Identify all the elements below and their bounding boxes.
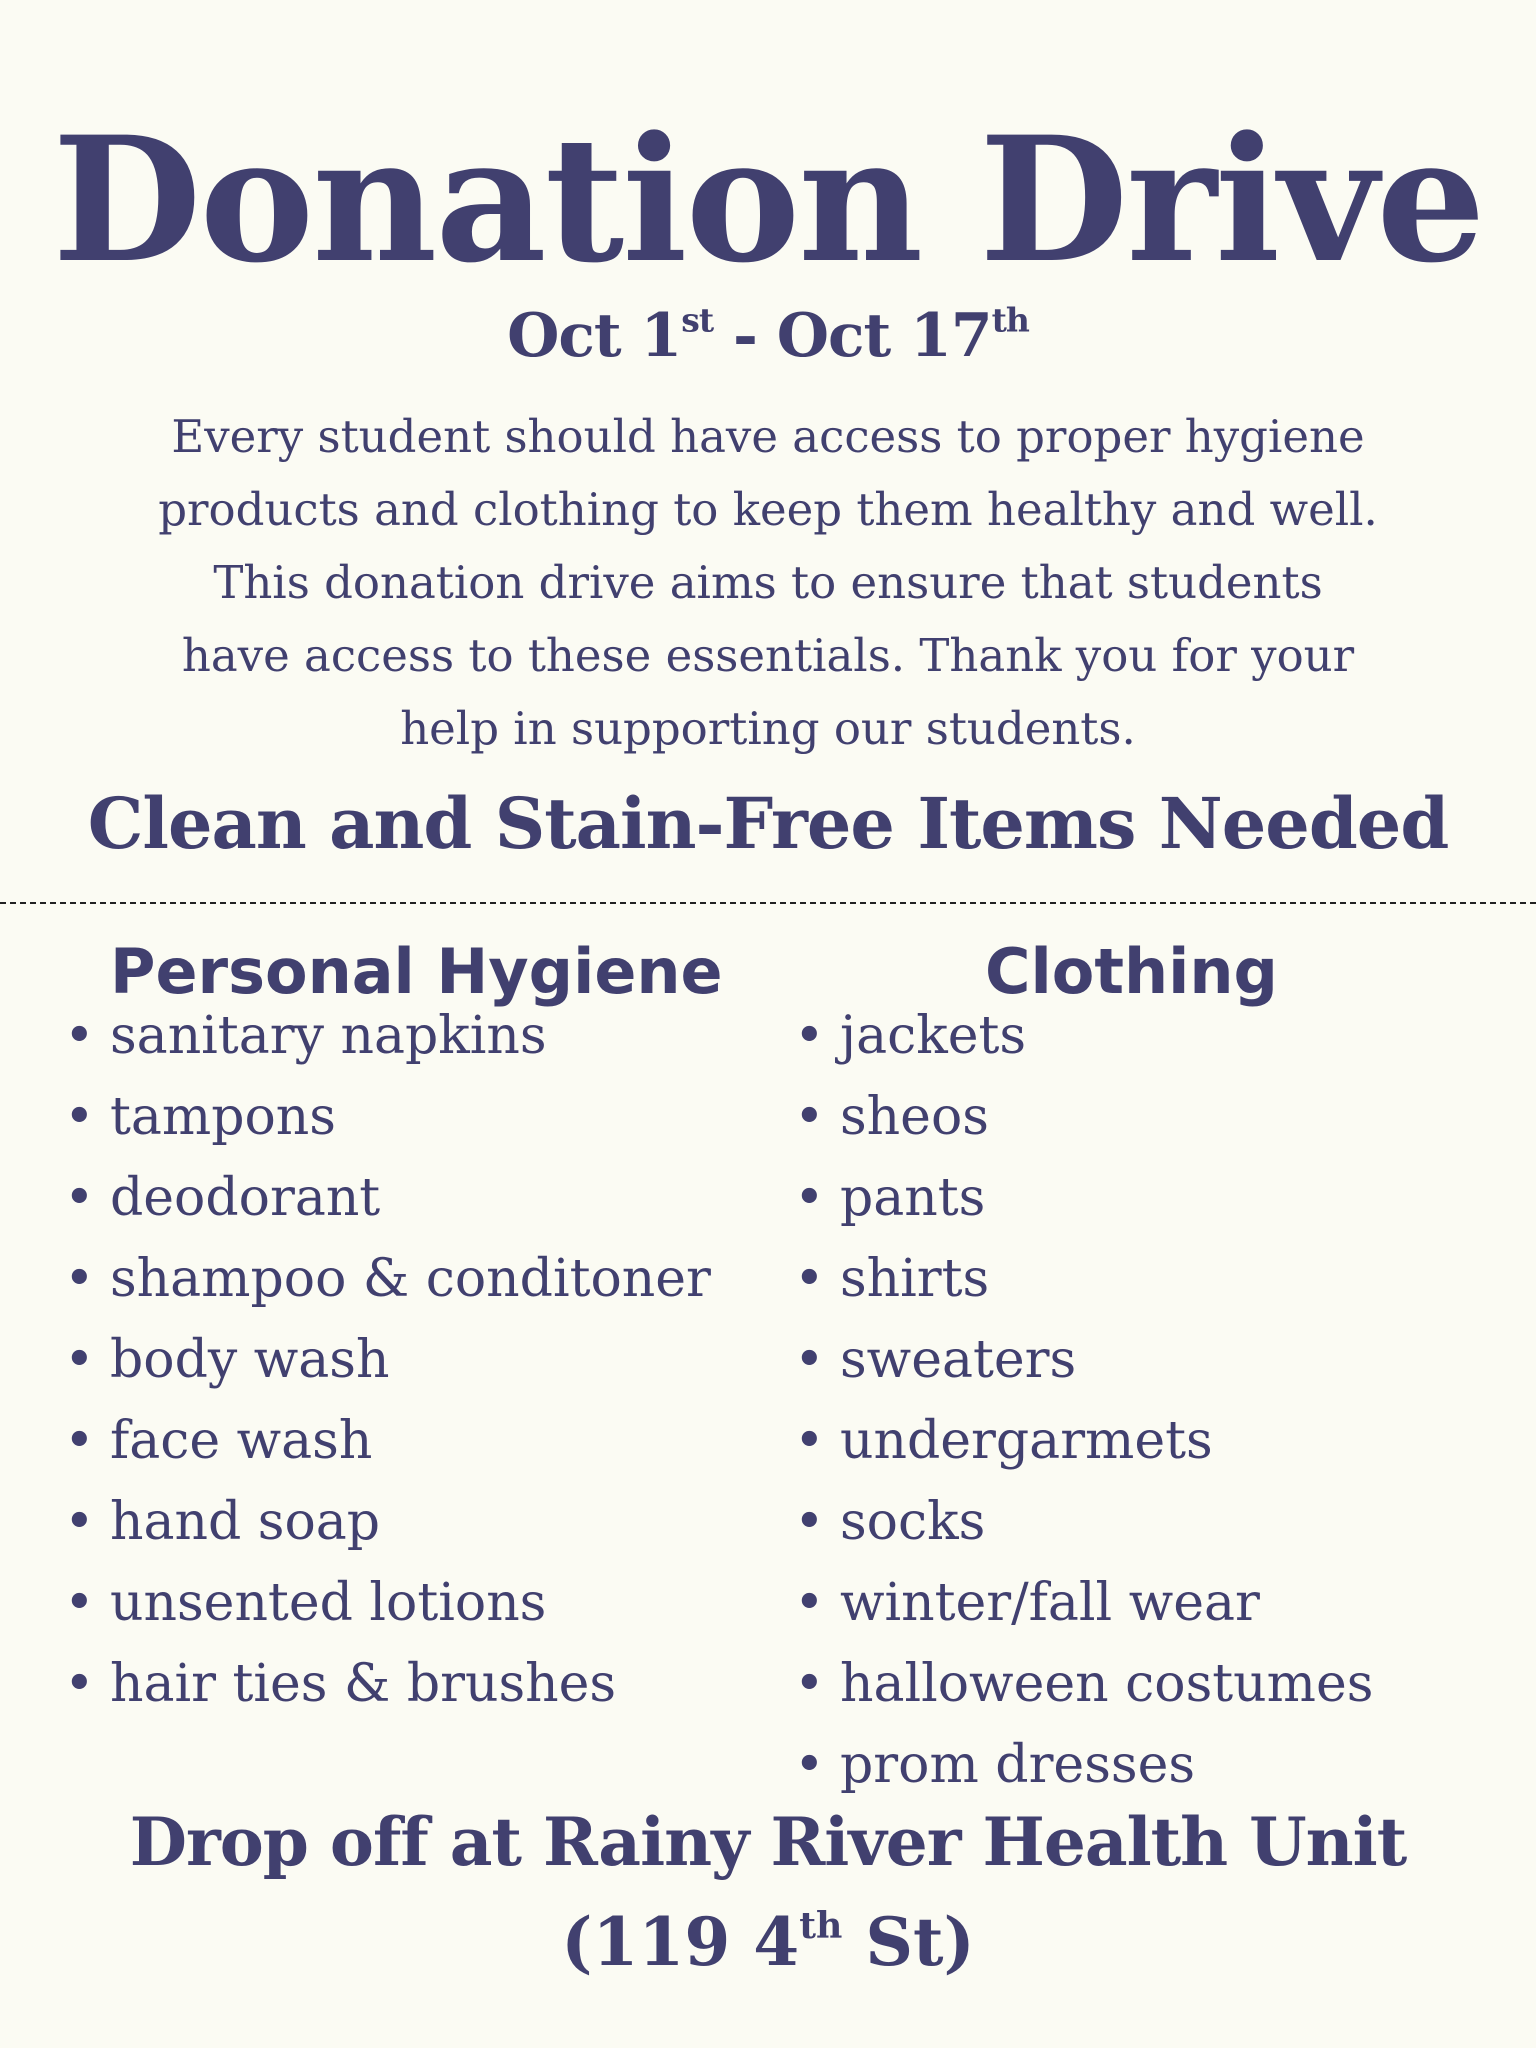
bullet-icon: • <box>794 1087 825 1147</box>
intro-line: help in supporting our students. <box>400 702 1136 755</box>
flyer-title: Donation Drive <box>52 98 1484 301</box>
bullet-icon: • <box>794 1006 825 1066</box>
list-item <box>64 1158 711 1239</box>
intro-paragraph <box>0 400 1536 765</box>
bullet-icon: • <box>64 1330 95 1390</box>
items-needed-heading: Clean and Stain-Free Items Needed <box>87 782 1449 865</box>
list-item <box>64 1401 711 1482</box>
item-label: sheos <box>840 1087 989 1147</box>
intro-line: products and clothing to keep them healthy and well. <box>158 483 1378 536</box>
personal-hygiene-heading: Personal Hygiene <box>110 935 723 1008</box>
bullet-icon: • <box>64 1492 95 1552</box>
bullet-icon: • <box>794 1411 825 1471</box>
bullet-icon: • <box>64 1006 95 1066</box>
bullet-icon: • <box>794 1654 825 1714</box>
list-item <box>794 1644 1373 1725</box>
item-label: face wash <box>110 1411 373 1471</box>
intro-line: Every student should have access to proper hygiene <box>171 410 1365 463</box>
item-label: sweaters <box>840 1330 1077 1390</box>
end-date: Oct 17 <box>776 301 992 371</box>
item-label: undergarmets <box>840 1411 1213 1471</box>
list-item <box>64 1644 711 1725</box>
intro-line: This donation drive aims to ensure that students <box>213 556 1323 609</box>
list-item <box>794 1401 1373 1482</box>
item-label: sanitary napkins <box>110 1006 547 1066</box>
dropoff-location: Drop off at Rainy River Health Unit <box>129 1803 1407 1881</box>
bullet-icon: • <box>64 1573 95 1633</box>
bullet-icon: • <box>794 1492 825 1552</box>
address-street: St) <box>842 1903 975 1981</box>
item-label: socks <box>840 1492 986 1552</box>
item-label: hand soap <box>110 1492 381 1552</box>
item-label: pants <box>840 1168 986 1228</box>
item-label: shampoo & conditoner <box>110 1249 711 1309</box>
item-label: halloween costumes <box>840 1654 1374 1714</box>
clothing-list <box>794 996 1373 1806</box>
item-label: winter/fall wear <box>840 1573 1260 1633</box>
date-separator: - <box>713 301 777 371</box>
start-date: Oct 1 <box>507 301 682 371</box>
list-item <box>64 1563 711 1644</box>
address-suffix: th <box>799 1903 843 1947</box>
address-number: (119 4 <box>561 1903 800 1981</box>
bullet-icon: • <box>794 1330 825 1390</box>
bullet-icon: • <box>64 1411 95 1471</box>
end-date-suffix: th <box>991 300 1029 340</box>
item-label: body wash <box>110 1330 390 1390</box>
list-item <box>64 1239 711 1320</box>
list-item <box>794 1077 1373 1158</box>
dropoff-address <box>0 1892 1536 1992</box>
list-item <box>64 1320 711 1401</box>
list-item <box>64 996 711 1077</box>
start-date-suffix: st <box>681 300 714 340</box>
bullet-icon: • <box>794 1249 825 1309</box>
bullet-icon: • <box>64 1654 95 1714</box>
list-item <box>794 1563 1373 1644</box>
list-item <box>64 1482 711 1563</box>
dashed-divider <box>0 902 1536 904</box>
bullet-icon: • <box>64 1087 95 1147</box>
intro-line: have access to these essentials. Thank you for your <box>181 629 1355 682</box>
item-label: hair ties & brushes <box>110 1654 617 1714</box>
list-item <box>794 1239 1373 1320</box>
item-label: deodorant <box>110 1168 381 1228</box>
list-item <box>794 996 1373 1077</box>
bullet-icon: • <box>794 1573 825 1633</box>
item-label: shirts <box>840 1249 990 1309</box>
bullet-icon: • <box>794 1168 825 1228</box>
list-item <box>794 1482 1373 1563</box>
bullet-icon: • <box>794 1735 825 1795</box>
item-label: jackets <box>840 1006 1027 1066</box>
list-item <box>64 1077 711 1158</box>
clothing-heading: Clothing <box>985 935 1278 1008</box>
list-item <box>794 1320 1373 1401</box>
item-label: prom dresses <box>840 1735 1196 1795</box>
list-item <box>794 1158 1373 1239</box>
item-label: unsented lotions <box>110 1573 547 1633</box>
item-label: tampons <box>110 1087 336 1147</box>
bullet-icon: • <box>64 1168 95 1228</box>
personal-hygiene-list <box>64 996 711 1725</box>
date-range <box>0 296 1536 376</box>
bullet-icon: • <box>64 1249 95 1309</box>
